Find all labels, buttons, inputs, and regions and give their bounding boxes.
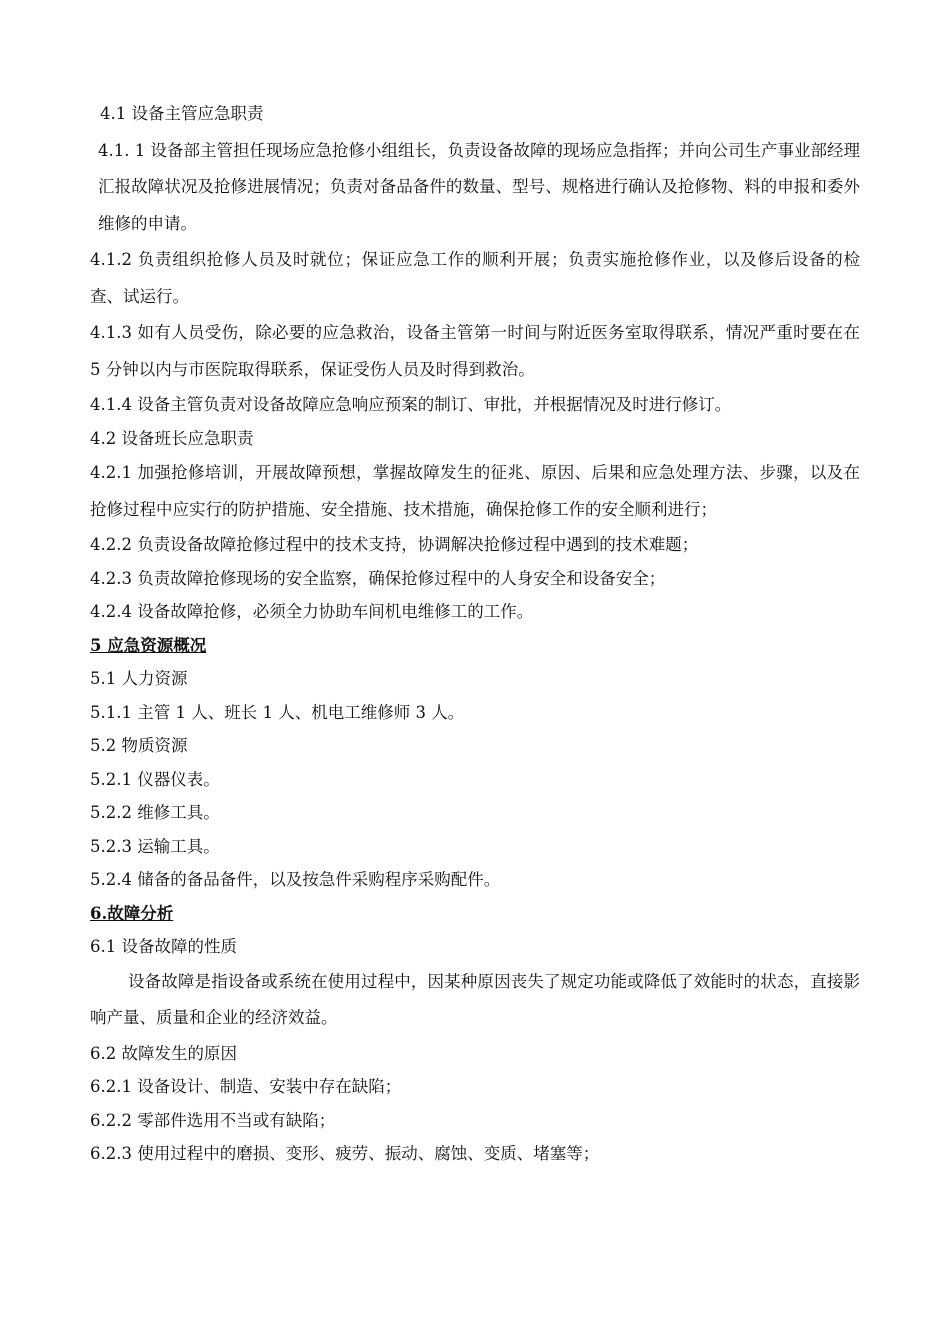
- para-4-2-2: 4.2.2 负责设备故障抢修过程中的技术支持，协调解决抢修过程中遇到的技术难题；: [90, 535, 699, 554]
- heading-5-2: 5.2 物质资源: [90, 736, 188, 755]
- para-4-1-4: 4.1.4 设备主管负责对设备故障应急响应预案的制订、审批，并根据情况及时进行修订。: [90, 395, 732, 414]
- heading-4-2: 4.2 设备班长应急职责: [90, 428, 254, 448]
- heading-6-1: 6.1 设备故障的性质: [90, 937, 237, 956]
- heading-4-1: 4.1 设备主管应急职责: [100, 104, 264, 123]
- para-5-2-2: 5.2.2 维修工具。: [90, 803, 220, 822]
- para-5-2-3: 5.2.3 运输工具。: [90, 836, 220, 856]
- heading-section-6: 6.故障分析: [90, 903, 174, 923]
- para-5-2-4: 5.2.4 储备的备品备件，以及按急件采购程序采购配件。: [90, 870, 501, 889]
- document-page: [90, 96, 860, 1171]
- para-6-1-body: 设备故障是指设备或系统在使用过程中，因某种原因丧失了规定功能或降低了效能时的状态，直接影响产量、质量和企业的经济效益。: [90, 971, 860, 1027]
- heading-5-1: 5.1 人力资源: [90, 669, 188, 688]
- para-6-2-2: 6.2.2 零部件选用不当或有缺陷；: [90, 1110, 336, 1130]
- para-5-2-1: 5.2.1 仪器仪表。: [90, 769, 220, 789]
- para-4-2-4: 4.2.4 设备故障抢修，必须全力协助车间机电维修工的工作。: [90, 602, 534, 621]
- heading-section-5: 5 应急资源概况: [90, 635, 207, 655]
- para-4-1-3: 4.1.3 如有人员受伤，除必要的应急救治，设备主管第一时间与附近医务室取得联系，情况严重时要在在 5 分钟以内与市医院取得联系，保证受伤人员及时得到救治。: [90, 323, 860, 379]
- para-6-2-1: 6.2.1 设备设计、制造、安装中存在缺陷；: [90, 1077, 402, 1096]
- para-4-1-1: 4.1. 1 设备部主管担任现场应急抢修小组组长，负责设备故障的现场应急指挥；并向公司生产事业部经理汇报故障状况及抢修进展情况；负责对备品备件的数量、型号、规格进行确认及抢修物、料的申报和委外维修的申请。: [98, 140, 860, 233]
- para-6-2-3: 6.2.3 使用过程中的磨损、变形、疲劳、振动、腐蚀、变质、堵塞等；: [90, 1144, 600, 1163]
- para-4-2-1: 4.2.1 加强抢修培训，开展故障预想，掌握故障发生的征兆、原因、后果和应急处理方法、步骤，以及在抢修过程中应实行的防护措施、安全措施、技术措施，确保抢修工作的安全顺利进行；: [90, 463, 860, 519]
- para-4-2-3: 4.2.3 负责故障抢修现场的安全监察，确保抢修过程中的人身安全和设备安全；: [90, 568, 666, 588]
- heading-6-2: 6.2 故障发生的原因: [90, 1043, 237, 1063]
- para-5-1-1: 5.1.1 主管 1 人、班长 1 人、机电工维修师 3 人。: [90, 702, 465, 722]
- para-4-1-2: 4.1.2 负责组织抢修人员及时就位；保证应急工作的顺利开展；负责实施抢修作业，以及修后设备的检查、试运行。: [90, 250, 860, 306]
